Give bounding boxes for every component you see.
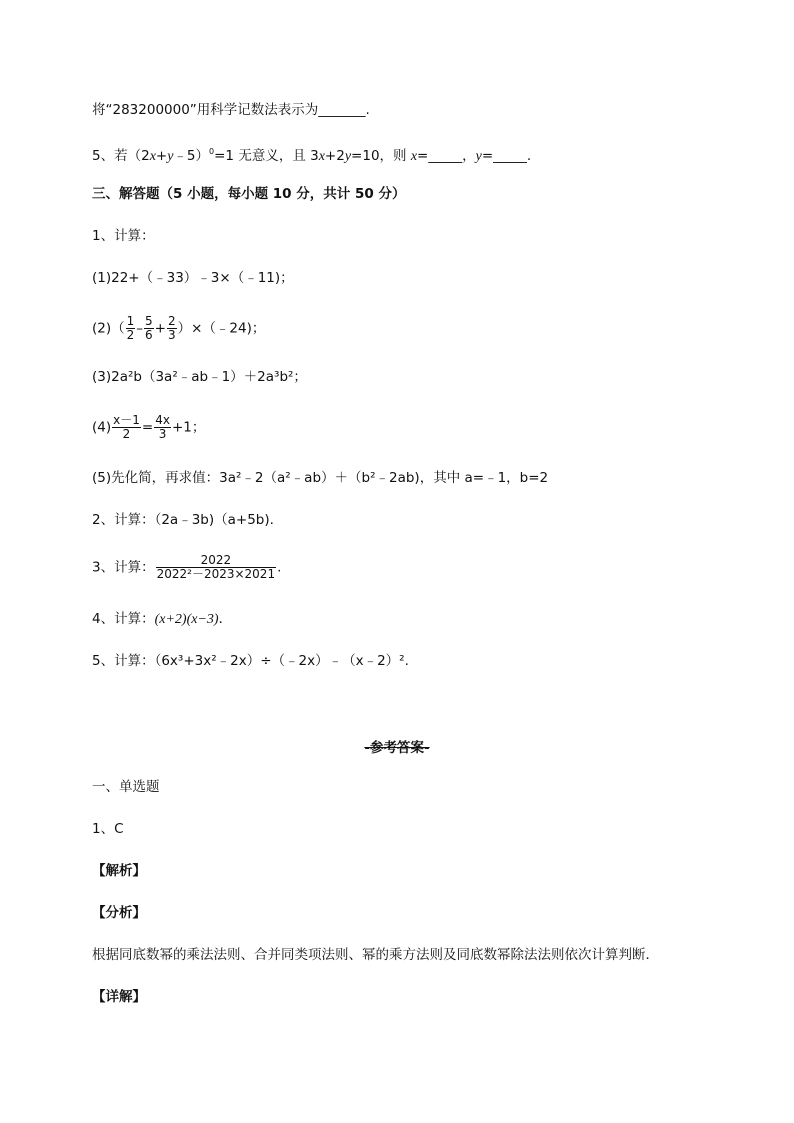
problem-1-part-3: (3)2a²b（3a²﹣ab﹣1）＋2a³b²；	[92, 369, 307, 385]
section-3-heading: 三、解答题（5 小题，每小题 10 分，共计 50 分）	[92, 186, 406, 202]
problem-1-part-4: (4) $\frac{x-1}{2}$ = $\frac{4x}{3}$ +1；	[92, 413, 206, 441]
question-4-text: 将“283200000”用科学记数法表示为_______.	[92, 102, 370, 118]
problem-4: 4、计算：(x+2)(x−3)．	[92, 611, 233, 627]
fraction: $\frac{2}{3}$	[167, 314, 176, 342]
jiexi-label: 【解析】	[92, 863, 146, 879]
fraction: $\frac{4x}{3}$	[155, 413, 170, 441]
fraction: $\frac{1}{2}$	[126, 314, 135, 342]
fraction: $\frac{x-1}{2}$	[113, 413, 140, 441]
problem-1-part-1: (1)22+（﹣33）﹣3×（﹣11)；	[92, 270, 294, 286]
question-5-text: 5、若（2x+y﹣5）$^0$=1 无意义，且 3x+2y=10，则 x=_____，y=_____.	[92, 147, 532, 164]
xiangjie-label: 【详解】	[92, 989, 146, 1005]
problem-1-title: 1、计算：	[92, 228, 155, 244]
problem-3: 3、计算： $\frac{2022}{\text{2022²－2023×2021}}$ .	[92, 553, 282, 581]
fenxi-text: 根据同底数幂的乘法法则、合并同类项法则、幂的乘方法则及同底数幂除法法则依次计算判断．	[92, 947, 659, 963]
fraction: $\frac{2022}{\text{2022²－2023×2021}}$	[156, 553, 276, 581]
problem-1-part-2: (2)（ $\frac{1}{2}$ – $\frac{5}{6}$ + $\frac{2}{3}$ ）×（﹣24)；	[92, 314, 266, 342]
fenxi-label: 【分析】	[92, 905, 146, 921]
answer-1: 1、C	[92, 821, 124, 837]
answers-title: -参考答案-	[364, 740, 430, 756]
answers-section-1: 一、单选题	[92, 779, 160, 795]
problem-1-part-5: (5)先化简，再求值：3a²﹣2（a²﹣ab）＋（b²﹣2ab)，其中 a=﹣1，b=2	[92, 470, 549, 486]
fraction: $\frac{5}{6}$	[145, 314, 153, 342]
problem-5: 5、计算：（6x³+3x²﹣2x）÷（﹣2x）﹣（x﹣2）².	[92, 653, 409, 669]
problem-2: 2、计算：（2a﹣3b)（a+5b).	[92, 512, 274, 528]
